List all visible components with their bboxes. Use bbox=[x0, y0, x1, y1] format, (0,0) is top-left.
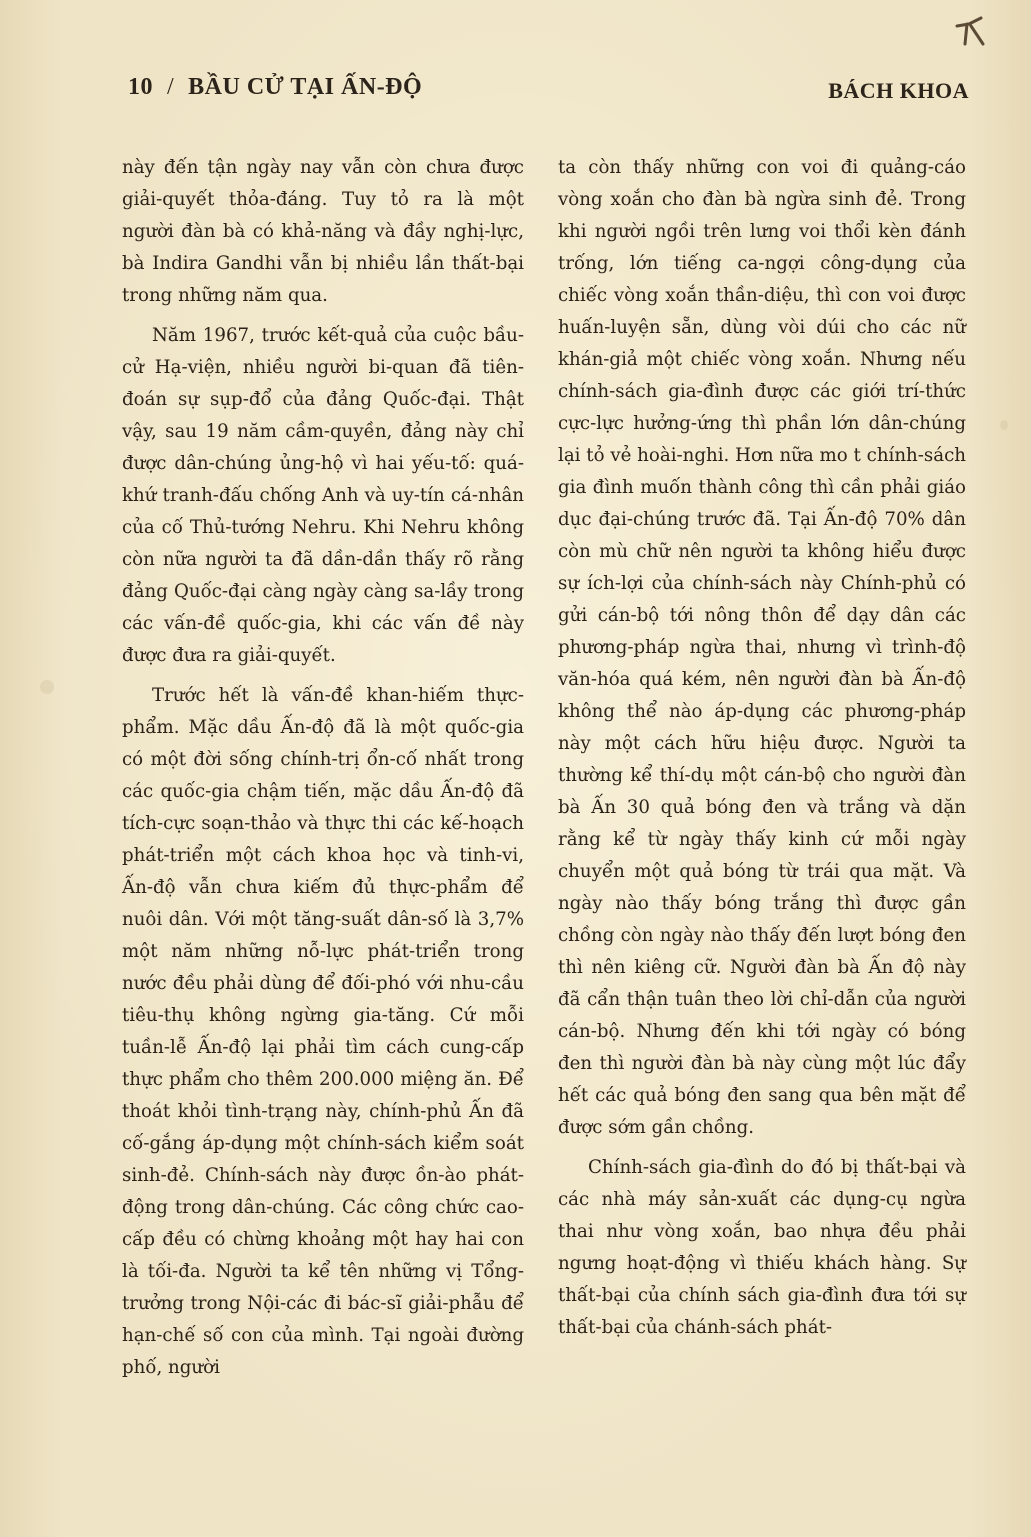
magazine-name: BÁCH KHOA bbox=[828, 78, 969, 103]
paragraph: Năm 1967, trước kết-quả của cuộc bầu-cử Hạ-viện, nhiều người bi-quan đã tiên-đoán sự sụp-đổ của đảng Quốc-đại. Thật vậy, sau 19 năm cầm-quyền, đảng này chỉ được dân-chúng ủng-hộ vì hai yếu-tố: quá-khứ tranh-đấu chống Anh và uy-tín cá-nhân của cố Thủ-tướng Nehru. Khi Nehru không còn nữa người ta đã dần-dần thấy rõ rằng đảng Quốc-đại càng ngày càng sa-lầy trong các vấn-đề quốc-gia, khi các vấn đề này được đưa ra giải-quyết. bbox=[122, 325, 524, 666]
left-column bbox=[122, 152, 524, 1392]
paragraph: ta còn thấy những con voi đi quảng-cáo vòng xoắn cho đàn bà ngừa sinh đẻ. Trong khi người ngồi trên lưng voi thổi kèn đánh trống, lớn tiếng ca-ngợi công-dụng của chiếc vòng xoắn thần-diệu, thì con voi được huấn-luyện sẵn, dùng vòi dúi cho các nữ khán-giả một chiếc vòng xoắn. Nhưng nếu chính-sách gia-đình được các giới trí-thức cực-lực hưởng-ứng thì phần lớn dân-chúng lại tỏ vẻ hoài-nghi. Hơn nữa mo t chính-sách gia đình muốn thành công thì cần phải giáo dục đại-chúng trước đã. Tại Ấn-độ 70% dân còn mù chữ nên người ta không hiểu được sự ích-lợi của chính-sách này Chính-phủ có gửi cán-bộ tới nông thôn để dạy dân các phương-pháp ngừa thai, nhưng vì trình-độ văn-hóa quá kém, nên người đàn bà Ấn-độ không thể nào áp-dụng các phương-pháp này một cách hữu hiệu được. Người ta thường kể thí-dụ một cán-bộ cho người đàn bà Ấn 30 quả bóng đen và trắng và dặn rằng kể từ ngày thấy kinh cứ mỗi ngày chuyển một quả bóng từ trái qua mặt. Và ngày nào thấy bóng trắng thì được gần chồng còn ngày nào thấy đến lượt bóng đen thì nên kiêng cữ. Người đàn bà Ấn độ này đã cẩn thận tuân theo lời chỉ-dẫn của người cán-bộ. Nhưng đến khi tới ngày có bóng đen thì người đàn bà này cùng một lúc đẩy hết các quả bóng đen sang qua bên mặt để được sớm gần chồng. bbox=[558, 157, 966, 1138]
right-column bbox=[558, 152, 966, 1352]
header-separator: / bbox=[167, 74, 175, 100]
paragraph: Chính-sách gia-đình do đó bị thất-bại và các nhà máy sản-xuất các dụng-cụ ngừa thai như vòng xoắn, bao nhựa đều phải ngưng hoạt-động vì thiếu khách hàng. Sự thất-bại của chính sách gia-đình đưa tới sự thất-bại của chánh-sách phát- bbox=[558, 1157, 966, 1338]
running-header bbox=[128, 74, 969, 108]
corner-stamp-mark bbox=[951, 14, 991, 54]
header-left bbox=[128, 74, 422, 101]
paper-stain bbox=[1000, 420, 1008, 430]
paper-stain bbox=[40, 680, 54, 694]
page-number: 10 bbox=[128, 74, 153, 100]
article-title: BẦU CỬ TẠI ẤN-ĐỘ bbox=[188, 74, 423, 100]
paragraph: này đến tận ngày nay vẫn còn chưa được giải-quyết thỏa-đáng. Tuy tỏ ra là một người đàn bà có khả-năng và đầy nghị-lực, bà Indira Gandhi vẫn bị nhiều lần thất-bại trong những năm qua. bbox=[122, 157, 524, 306]
paragraph: Trước hết là vấn-đề khan-hiếm thực-phẩm. Mặc dầu Ấn-độ đã là một quốc-gia có một đời sống chính-trị ổn-cố nhất trong các quốc-gia chậm tiến, mặc dầu Ấn-độ đã tích-cực soạn-thảo và thực thi các kế-hoạch phát-triển một cách khoa học và tinh-vi, Ấn-độ vẫn chưa kiếm đủ thực-phẩm để nuôi dân. Với một tăng-suất dân-số là 3,7% một năm những nỗ-lực phát-triển trong nước đều phải dùng để đối-phó với nhu-cầu tiêu-thụ không ngừng gia-tăng. Cứ mỗi tuần-lễ Ấn-độ lại phải tìm cách cung-cấp thực phẩm cho thêm 200.000 miệng ăn. Để thoát khỏi tình-trạng này, chính-phủ Ấn đã cố-gắng áp-dụng một chính-sách kiểm soát sinh-đẻ. Chính-sách này được ồn-ào phát-động trong dân-chúng. Các công chức cao-cấp đều có chừng khoảng một hay hai con là tối-đa. Người ta kể tên những vị Tổng-trưởng trong Nội-các đi bác-sĩ giải-phẫu để hạn-chế số con của mình. Tại ngoài đường phố, người bbox=[122, 685, 524, 1378]
